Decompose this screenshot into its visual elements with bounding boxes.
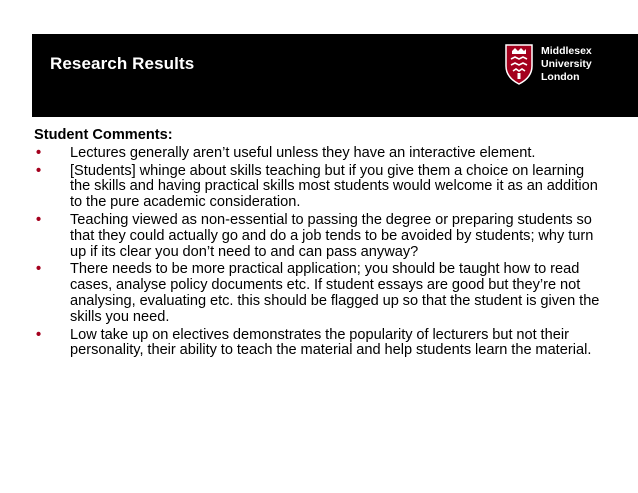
bullet-marker: • xyxy=(36,162,42,179)
university-logo xyxy=(503,42,633,90)
slide-title: Research Results xyxy=(50,54,195,73)
logo-line-1: Middlesex xyxy=(541,45,592,57)
comment-text: Lectures generally aren’t useful unless they have an interactive element. xyxy=(70,144,536,161)
comment-text: Teaching viewed as non-essential to passing the degree or preparing students so that they could actually go and do a job tends to be avoided by students; why turn up if its clear you don’t need to and can pass anyway? xyxy=(70,211,594,260)
comment-text: [Students] whinge about skills teaching but if you give them a choice on learning the skills and having practical skills most students would welcome it as an addition to the pure academic consideration. xyxy=(70,162,598,211)
university-name xyxy=(541,45,592,84)
slide-body xyxy=(34,128,600,361)
list-item xyxy=(34,146,600,162)
bullet-marker: • xyxy=(36,261,42,278)
list-item xyxy=(34,164,600,211)
list-item xyxy=(34,262,600,325)
section-title: Student Comments: xyxy=(34,127,173,143)
bullet-marker: • xyxy=(36,326,42,343)
university-shield-icon xyxy=(503,42,535,86)
bullet-marker: • xyxy=(36,144,42,161)
bullet-marker: • xyxy=(36,211,42,228)
comment-text: There needs to be more practical application; you should be taught how to read cases, analyse policy documents etc. If student essays are good but they’re not analysing, evaluating etc. this should be flagged up so that the student is given the skills you need. xyxy=(70,261,600,325)
logo-line-3: London xyxy=(541,71,580,83)
comment-text: Low take up on electives demonstrates the popularity of lecturers but not their personality, their ability to teach the material and help students learn the material. xyxy=(70,326,592,359)
slide-header xyxy=(32,34,638,117)
list-item xyxy=(34,213,600,260)
logo-line-2: University xyxy=(541,58,592,70)
list-item xyxy=(34,328,600,360)
comments-list xyxy=(34,146,600,359)
